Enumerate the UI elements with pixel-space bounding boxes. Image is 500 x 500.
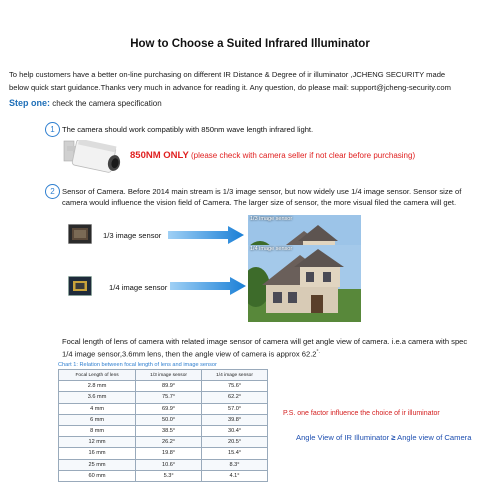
table-cell: 8.3° — [202, 459, 268, 470]
point-2-number-icon: 2 — [45, 184, 60, 199]
intro-line-1: To help customers have a better on-line purchasing on different IR Distance & Degree of ir illuminator ,JCHENG SECURITY made — [9, 70, 446, 79]
table-row — [59, 392, 268, 403]
focal-line-1: Focal length of lens of camera with related image sensor of camera will get angle view of camera. i.e.a camera with spec — [62, 337, 468, 346]
table-cell: 60 mm — [59, 470, 136, 481]
850nm-highlight: 850NM ONLY — [130, 150, 189, 161]
table-header: 1/4 image sensor — [202, 370, 268, 381]
table-cell: 75.6° — [202, 381, 268, 392]
table-cell: 26.2° — [136, 437, 202, 448]
table-row — [59, 437, 268, 448]
table-cell: 69.9° — [136, 403, 202, 414]
table-row — [59, 448, 268, 459]
sensor-label-1-4: 1/4 image sensor — [109, 283, 168, 292]
table-cell: 6 mm — [59, 414, 136, 425]
angle-rule-symbol: ≥ — [391, 433, 396, 442]
table-cell: 16 mm — [59, 448, 136, 459]
table-row — [59, 425, 268, 436]
table-row — [59, 403, 268, 414]
table-cell: 10.6° — [136, 459, 202, 470]
table-cell: 30.4° — [202, 425, 268, 436]
focal-line-2: 1/4 image sensor,3.6mm lens, then the angle view of camera is approx 62.2°. — [62, 349, 320, 359]
angle-rule — [296, 433, 471, 442]
focal-angle-table — [58, 369, 268, 482]
focal-length-paragraph — [62, 336, 500, 360]
table-cell: 4.1° — [202, 470, 268, 481]
camera-icon — [62, 140, 124, 176]
table-cell: 5.3° — [136, 470, 202, 481]
table-row — [59, 414, 268, 425]
arrow-right-icon — [170, 277, 246, 300]
table-cell: 12 mm — [59, 437, 136, 448]
step-one-text: check the camera specification — [52, 99, 162, 108]
intro-line-2: below quick start guidance.Thanks very much in advance for reading it. Any question, do please mail: support@jcheng-security.com — [9, 83, 451, 92]
table-cell: 57.0° — [202, 403, 268, 414]
table-header: 1/3 image sensor — [136, 370, 202, 381]
point-2-line-1: Sensor of Camera. Before 2014 main stream is 1/3 image sensor, but now widely use 1/4 image sensor. Sensor size of — [62, 187, 462, 196]
table-row — [59, 459, 268, 470]
arrow-right-icon — [168, 226, 244, 249]
house-photo-1-4 — [248, 245, 361, 322]
angle-rule-right: Angle view of Camera — [397, 433, 472, 442]
table-cell: 25 mm — [59, 459, 136, 470]
table-header: Focal Length of lens — [59, 370, 136, 381]
point-2-line-2: camera would influence the vision field of Camera. The larger size of sensor, the more visual filed the camera will get. — [62, 198, 457, 207]
table-row — [59, 381, 268, 392]
angle-rule-left: Angle View of IR Illuminator — [296, 433, 390, 442]
table-cell: 3.6 mm — [59, 392, 136, 403]
table-cell: 75.7° — [136, 392, 202, 403]
photo-tag-1-3: 1/3 image sensor — [250, 216, 293, 222]
page-title: How to Choose a Suited Infrared Illuminator — [130, 38, 370, 50]
850nm-notice — [130, 150, 415, 161]
table-cell: 50.0° — [136, 414, 202, 425]
table-cell: 89.9° — [136, 381, 202, 392]
table-cell: 20.5° — [202, 437, 268, 448]
point-2-text — [62, 186, 498, 208]
step-one-label: Step one: — [9, 98, 51, 108]
table-header-row — [59, 370, 268, 381]
ps-note: P.S. one factor influence the choice of ir illuminator — [283, 410, 440, 417]
table-cell: 38.5° — [136, 425, 202, 436]
image-sensor-icon — [68, 224, 92, 244]
intro-paragraph — [9, 68, 497, 94]
step-one-heading — [9, 98, 162, 108]
table-row — [59, 470, 268, 481]
850nm-note: (please check with camera seller if not clear before purchasing) — [191, 151, 416, 160]
table-cell: 19.8° — [136, 448, 202, 459]
photo-tag-1-4: 1/4 image sensor — [250, 246, 293, 252]
point-1-number-icon: 1 — [45, 122, 60, 137]
table-cell: 4 mm — [59, 403, 136, 414]
sensor-label-1-3: 1/3 image sensor — [103, 231, 162, 240]
table-cell: 62.2° — [202, 392, 268, 403]
table-cell: 15.4° — [202, 448, 268, 459]
table-cell: 39.8° — [202, 414, 268, 425]
table-cell: 8 mm — [59, 425, 136, 436]
image-sensor-icon — [68, 276, 92, 296]
table-cell: 2.8 mm — [59, 381, 136, 392]
table-caption: Chart 1: Relation between focal length of lens and image sensor — [58, 362, 217, 368]
point-1-text: The camera should work compatibly with 850nm wave length infrared light. — [62, 125, 314, 134]
